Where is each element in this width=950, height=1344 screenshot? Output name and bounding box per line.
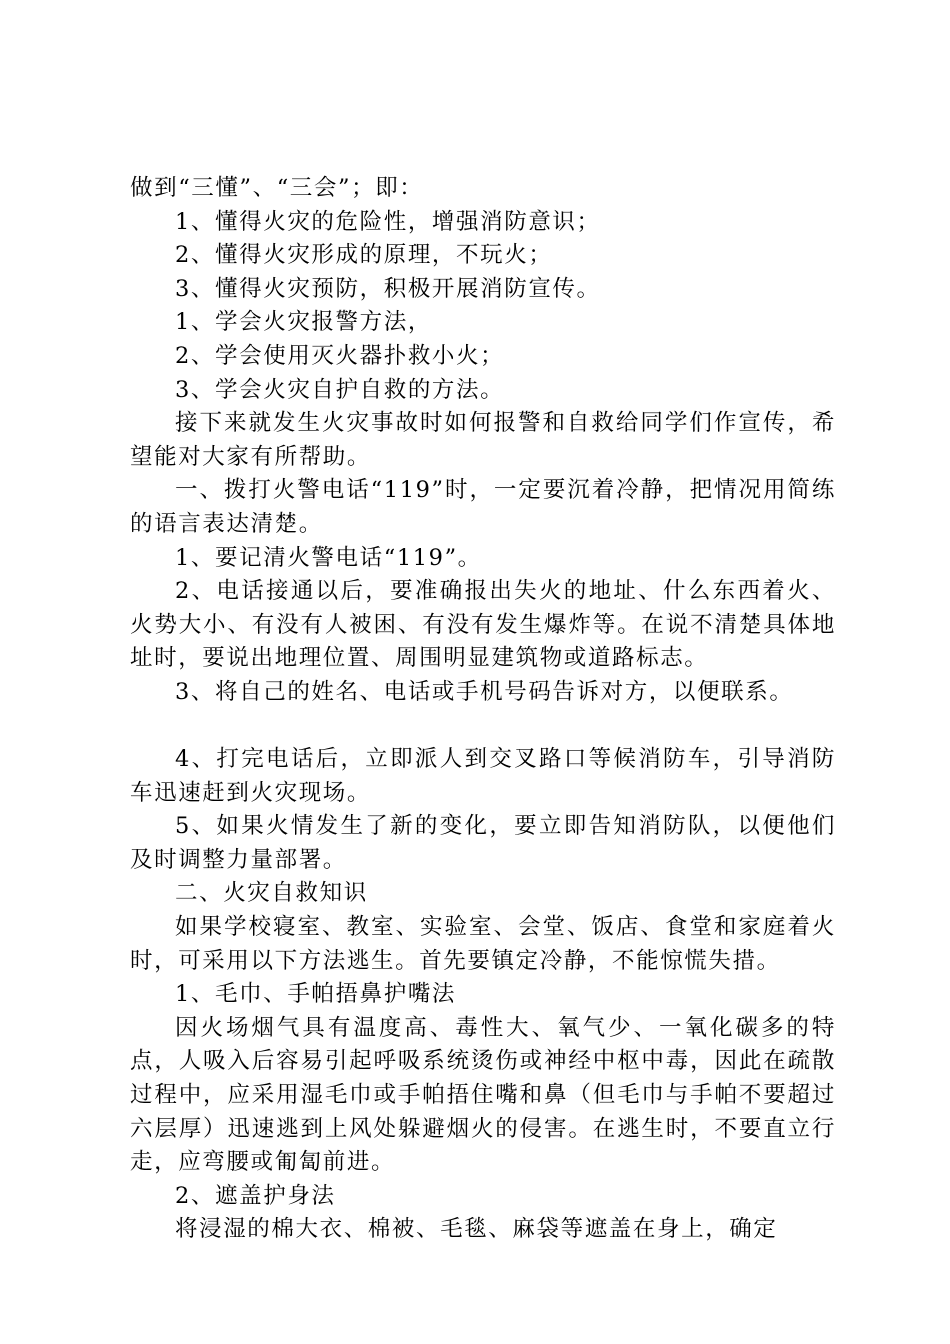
paragraph-understand-3: 3、懂得火灾预防，积极开展消防宣传。 [175,275,601,302]
paragraph-learn-2: 2、学会使用灭火器扑救小火； [175,342,505,369]
document-body [130,172,836,1247]
subheading-cover-method: 2、遮盖护身法 [175,1182,336,1209]
paragraph-escape-intro: 如果学校寝室、教室、实验室、会堂、饭店、食堂和家庭着火时，可采用以下方法逃生。首先要镇定冷静，不能惊慌失措。 [130,914,836,974]
paragraph-cover-method: 将浸湿的棉大衣、棉被、毛毯、麻袋等遮盖在身上，确定 [175,1216,778,1243]
paragraph-transition: 接下来就发生火灾事故时如何报警和自救给同学们作宣传，希望能对大家有所帮助。 [130,410,836,470]
paragraph-call-2: 2、电话接通以后，要准确报出失火的地址、什么东西着火、火势大小、有没有人被困、有没有发生爆炸等。在说不清楚具体地址时，要说出地理位置、周围明显建筑物或道路标志。 [130,578,836,672]
paragraph-intro: 做到“三懂”、“三会”；即： [130,175,424,201]
subheading-towel-method: 1、毛巾、手帕捂鼻护嘴法 [175,981,457,1008]
paragraph-understand-2: 2、懂得火灾形成的原理，不玩火； [175,242,553,269]
paragraph-call-1: 1、要记清火警电话“119”。 [175,544,482,571]
paragraph-understand-1: 1、懂得火灾的危险性，增强消防意识； [175,208,601,235]
section-heading-1: 一、拨打火警电话“119”时，一定要沉着冷静，把情况用简练的语言表达清楚。 [130,477,836,537]
paragraph-call-4: 4、打完电话后，立即派人到交叉路口等候消防车，引导消防车迅速赶到火灾现场。 [130,746,836,806]
paragraph-towel-method: 因火场烟气具有温度高、毒性大、氧气少、一氧化碳多的特点，人吸入后容易引起呼吸系统烫伤或神经中枢中毒，因此在疏散过程中，应采用湿毛巾或手帕捂住嘴和鼻（但毛巾与手帕不要超过六层厚）迅速逃到上风处躲避烟火的侵害。在逃生时，不要直立行走，应弯腰或匍匐前进。 [130,1014,836,1176]
paragraph-call-3: 3、将自己的姓名、电话或手机号码告诉对方，以便联系。 [175,678,794,705]
paragraph-learn-1: 1、学会火灾报警方法， [175,309,432,336]
paragraph-learn-3: 3、学会火灾自护自救的方法。 [175,376,505,403]
paragraph-call-5: 5、如果火情发生了新的变化，要立即告知消防队，以便他们及时调整力量部署。 [130,813,836,873]
section-heading-2: 二、火灾自救知识 [175,880,368,907]
blank-line [130,710,836,744]
